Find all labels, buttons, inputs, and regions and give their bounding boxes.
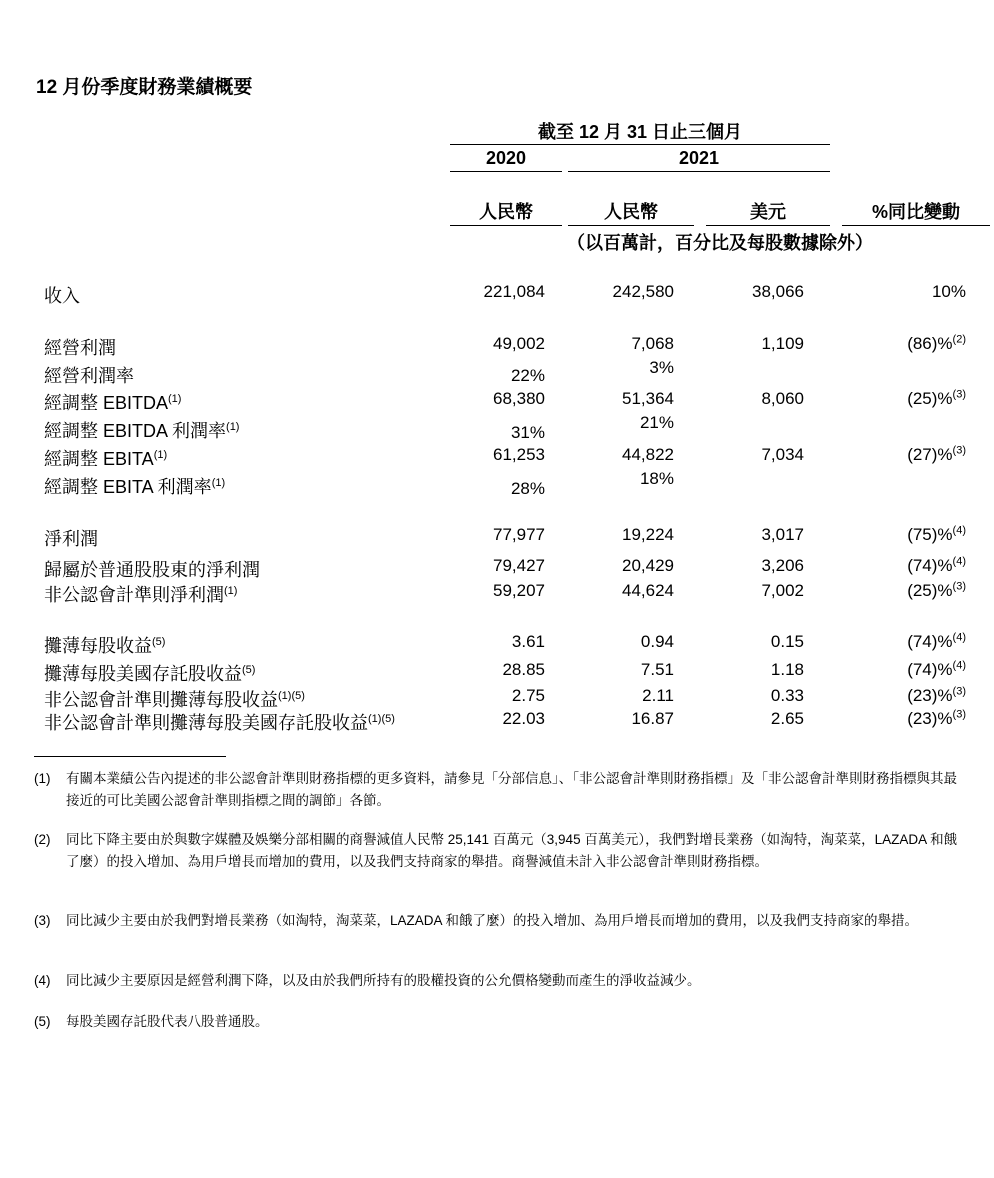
page-title: 12 月份季度財務業績概要 xyxy=(36,77,253,98)
value-2021-usd-text: 1,109 xyxy=(761,334,804,353)
value-2021-usd xyxy=(684,686,804,706)
value-2021-usd xyxy=(684,334,804,354)
value-2021-usd-text: 1.18 xyxy=(770,660,804,679)
footnote-text: 同比減少主要由於我們對增長業務（如淘特，淘菜菜，LAZADA 和餓了麼）的投入增加、為用戶增長而增加的費用，以及我們支持商家的舉措。 xyxy=(66,913,919,928)
value-2020-rmb-text: 79,427 xyxy=(493,556,545,575)
value-2021-rmb-text: 2.11 xyxy=(642,686,674,705)
value-yoy-change xyxy=(846,525,966,545)
footnote-ref: (4) xyxy=(952,659,966,672)
value-yoy-change-text: (74)% xyxy=(907,632,953,651)
value-yoy-change xyxy=(846,686,966,706)
value-yoy-change-text: (86)% xyxy=(907,334,953,353)
value-2021-usd xyxy=(684,525,804,545)
row-label-text: 收入 xyxy=(44,286,80,306)
row-label-text: 非公認會計準則淨利潤 xyxy=(44,585,224,605)
value-2020-rmb-text: 28.85 xyxy=(502,660,545,679)
value-2020-rmb xyxy=(425,423,545,443)
value-2020-rmb xyxy=(425,556,545,576)
value-yoy-change-text: (23)% xyxy=(907,709,953,728)
value-2021-rmb xyxy=(554,282,674,302)
value-yoy-change-text: (25)% xyxy=(907,581,953,600)
value-2021-usd xyxy=(684,445,804,465)
footnote-ref: (5) xyxy=(242,664,256,676)
row-label-text: 歸屬於普通股股東的淨利潤 xyxy=(44,560,260,580)
value-2020-rmb xyxy=(425,525,545,545)
row-label xyxy=(44,445,167,471)
value-2021-rmb xyxy=(554,413,674,433)
value-2020-rmb xyxy=(425,366,545,386)
value-2020-rmb-text: 22% xyxy=(510,366,545,385)
value-2021-usd xyxy=(684,632,804,652)
row-label xyxy=(44,362,134,388)
footnote-ref: (1) xyxy=(226,421,240,433)
year-2021-header: 2021 xyxy=(678,148,720,168)
value-2021-usd xyxy=(684,282,804,302)
value-2021-rmb xyxy=(554,525,674,545)
value-2021-rmb-text: 20,429 xyxy=(622,556,674,575)
value-2020-rmb xyxy=(425,686,545,706)
value-yoy-change xyxy=(846,556,966,576)
footnote-number: (2) xyxy=(34,832,51,847)
footnote-ref: (3) xyxy=(952,388,966,401)
value-2020-rmb xyxy=(425,709,545,729)
value-yoy-change xyxy=(846,709,966,729)
row-label-text: 經營利潤率 xyxy=(44,366,134,386)
value-2021-usd-text: 3,206 xyxy=(761,556,804,575)
value-2021-rmb-text: 44,624 xyxy=(622,581,674,600)
value-2020-rmb-text: 77,977 xyxy=(493,525,545,544)
value-yoy-change xyxy=(846,632,966,652)
divider xyxy=(450,144,830,145)
value-yoy-change xyxy=(846,282,966,302)
value-2021-usd xyxy=(684,581,804,601)
footnote xyxy=(34,1011,966,1033)
value-2021-usd xyxy=(684,660,804,680)
footnote-ref: (4) xyxy=(952,555,966,568)
value-yoy-change-text: (74)% xyxy=(907,556,953,575)
value-2021-rmb xyxy=(554,469,674,489)
value-2021-rmb-text: 19,224 xyxy=(622,525,674,544)
value-2021-rmb xyxy=(554,358,674,378)
value-yoy-change xyxy=(846,445,966,465)
footnote-ref: (5) xyxy=(152,636,166,648)
value-2020-rmb xyxy=(425,581,545,601)
footnote-ref: (2) xyxy=(952,333,966,346)
value-2020-rmb-text: 59,207 xyxy=(493,581,545,600)
row-label xyxy=(44,525,98,551)
col-yoy-header: %同比變動 xyxy=(871,202,960,222)
value-2021-rmb-text: 51,364 xyxy=(622,389,674,408)
footnote-ref: (4) xyxy=(952,524,966,537)
divider xyxy=(450,171,562,172)
row-label xyxy=(44,632,165,658)
row-label-text: 經營利潤 xyxy=(44,338,116,358)
divider xyxy=(706,225,830,226)
row-label-text: 非公認會計準則攤薄每股收益 xyxy=(44,690,278,710)
value-2021-rmb xyxy=(554,445,674,465)
value-yoy-change-text: (74)% xyxy=(907,660,953,679)
value-yoy-change-text: 10% xyxy=(931,282,966,301)
divider xyxy=(568,171,830,172)
value-2020-rmb xyxy=(425,389,545,409)
row-label xyxy=(44,556,260,582)
value-2020-rmb xyxy=(425,334,545,354)
value-2020-rmb-text: 28% xyxy=(510,479,545,498)
row-label-text: 攤薄每股美國存託股收益 xyxy=(44,664,242,684)
value-2021-rmb-text: 21% xyxy=(639,413,674,432)
value-2021-usd-text: 7,034 xyxy=(761,445,804,464)
col-rmb-2020-header: 人民幣 xyxy=(479,202,533,222)
value-2020-rmb-text: 49,002 xyxy=(493,334,545,353)
value-2021-rmb-text: 3% xyxy=(649,358,674,377)
value-2021-rmb xyxy=(554,556,674,576)
row-label xyxy=(44,389,181,415)
value-2021-usd xyxy=(684,709,804,729)
row-label xyxy=(44,334,116,360)
value-yoy-change xyxy=(846,660,966,680)
footnote-text: 有關本業績公告內提述的非公認會計準則財務指標的更多資料，請參見「分部信息」、「非公認會計準則財務指標」及「非公認會計準則財務指標與其最接近的可比美國公認會計準則指標之間的調節」各節。 xyxy=(66,771,957,808)
value-2021-usd xyxy=(684,556,804,576)
value-2020-rmb-text: 3.61 xyxy=(511,632,545,651)
footnote-ref: (3) xyxy=(952,580,966,593)
value-yoy-change xyxy=(846,581,966,601)
value-2021-usd-text: 3,017 xyxy=(761,525,804,544)
value-2021-rmb xyxy=(554,632,674,652)
value-yoy-change-text: (27)% xyxy=(907,445,953,464)
footnote xyxy=(34,910,966,932)
value-yoy-change-text: (25)% xyxy=(907,389,953,408)
value-2020-rmb xyxy=(425,632,545,652)
row-label-text: 經調整 EBITDA 利潤率 xyxy=(44,421,227,441)
footnote-text: 同比減少主要原因是經營利潤下降，以及由於我們所持有的股權投資的公允價格變動而產生的淨收益減少。 xyxy=(66,973,701,988)
value-2020-rmb-text: 31% xyxy=(510,423,545,442)
value-2021-rmb xyxy=(554,581,674,601)
footnote xyxy=(34,829,966,873)
value-yoy-change-text: (75)% xyxy=(907,525,953,544)
value-2020-rmb-text: 22.03 xyxy=(502,709,545,728)
value-yoy-change-text: (23)% xyxy=(907,686,953,705)
footnote-number: (4) xyxy=(34,973,51,988)
footnote-text: 同比下降主要由於與數字媒體及娛樂分部相關的商譽減值人民幣 25,141 百萬元（3,945 百萬美元），我們對增長業務（如淘特，淘菜菜，LAZADA 和餓了麼）的投入增加、為用戶增長而增加的費用，以及我們支持商家的舉措。商譽減值未計入非公認會計準則財務指標。 xyxy=(66,832,958,869)
row-label-text: 非公認會計準則攤薄每股美國存託股收益 xyxy=(44,713,368,733)
footnote xyxy=(34,768,966,812)
value-2020-rmb-text: 68,380 xyxy=(493,389,545,408)
value-2021-rmb-text: 18% xyxy=(639,469,674,488)
value-yoy-change xyxy=(846,389,966,409)
row-label-text: 淨利潤 xyxy=(44,529,98,549)
divider xyxy=(842,225,990,226)
row-label-text: 經調整 EBITA 利潤率 xyxy=(44,477,212,497)
value-2021-rmb-text: 7,068 xyxy=(631,334,674,353)
value-2020-rmb xyxy=(425,282,545,302)
row-label-text: 經調整 EBITA xyxy=(44,449,154,469)
row-label xyxy=(44,473,225,499)
value-2021-usd-text: 2.65 xyxy=(770,709,804,728)
value-2021-rmb xyxy=(554,709,674,729)
row-label xyxy=(44,417,239,443)
value-2021-rmb-text: 44,822 xyxy=(622,445,674,464)
row-label-text: 攤薄每股收益 xyxy=(44,636,152,656)
footnote-ref: (3) xyxy=(952,708,966,721)
year-2020-header: 2020 xyxy=(485,148,527,168)
value-2020-rmb xyxy=(425,479,545,499)
col-usd-header: 美元 xyxy=(750,202,786,222)
footnote-ref: (1)(5) xyxy=(368,713,395,725)
value-2021-rmb xyxy=(554,389,674,409)
row-label xyxy=(44,282,80,308)
footnote-text: 每股美國存託股代表八股普通股。 xyxy=(66,1014,269,1029)
value-2021-usd-text: 8,060 xyxy=(761,389,804,408)
value-2021-rmb-text: 7.51 xyxy=(640,660,674,679)
footnote-ref: (1) xyxy=(224,585,238,597)
value-2021-rmb xyxy=(554,334,674,354)
footnote-divider xyxy=(34,756,226,757)
footnote-ref: (1) xyxy=(211,477,226,489)
value-2021-usd-text: 38,066 xyxy=(752,282,804,301)
footnote-ref: (1)(5) xyxy=(278,690,305,702)
value-2020-rmb-text: 2.75 xyxy=(511,686,545,705)
period-header: 截至 12 月 31 日止三個月 xyxy=(537,122,743,142)
row-label xyxy=(44,660,255,686)
value-yoy-change xyxy=(846,334,966,354)
divider xyxy=(450,225,562,226)
col-rmb-2021-header: 人民幣 xyxy=(604,202,658,222)
value-2021-usd xyxy=(684,389,804,409)
footnote-ref: (3) xyxy=(952,444,966,457)
value-2021-rmb-text: 0.94 xyxy=(640,632,674,651)
row-label xyxy=(44,709,395,735)
value-2021-usd-text: 0.33 xyxy=(770,686,804,705)
value-2021-rmb-text: 16.87 xyxy=(631,709,674,728)
value-2021-rmb xyxy=(554,660,674,680)
value-2020-rmb-text: 221,084 xyxy=(483,282,545,301)
value-2020-rmb-text: 61,253 xyxy=(493,445,545,464)
value-2021-usd-text: 7,002 xyxy=(761,581,804,600)
divider xyxy=(568,225,694,226)
unit-note: （以百萬計，百分比及每股數據除外） xyxy=(567,233,873,253)
value-2021-rmb-text: 242,580 xyxy=(612,282,674,301)
footnote-ref: (3) xyxy=(952,685,966,698)
footnote-ref: (1) xyxy=(168,393,182,405)
row-label xyxy=(44,581,237,607)
value-2021-usd-text: 0.15 xyxy=(770,632,804,651)
row-label-text: 經調整 EBITDA xyxy=(44,393,169,413)
footnote-ref: (4) xyxy=(952,631,966,644)
footnote xyxy=(34,970,966,992)
footnote-ref: (1) xyxy=(153,449,168,461)
footnote-number: (5) xyxy=(34,1014,51,1029)
footnote-number: (3) xyxy=(34,913,51,928)
footnote-number: (1) xyxy=(34,771,51,786)
value-2020-rmb xyxy=(425,660,545,680)
value-2021-rmb xyxy=(554,686,674,706)
value-2020-rmb xyxy=(425,445,545,465)
